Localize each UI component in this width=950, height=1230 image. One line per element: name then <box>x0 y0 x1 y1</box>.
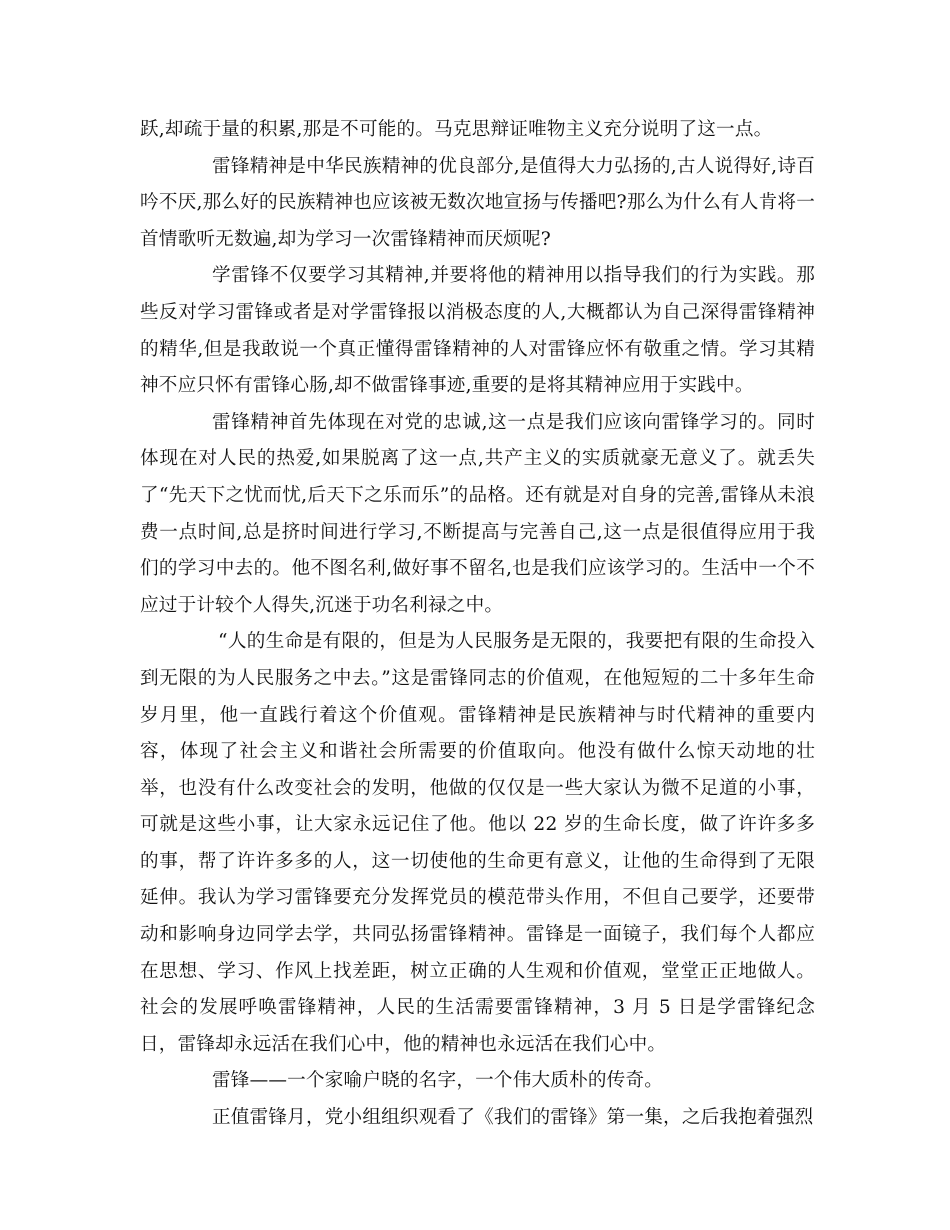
paragraph-4: 雷锋精神首先体现在对党的忠诚,这一点是我们应该向雷锋学习的。同时体现在对人民的热爱,如果脱离了这一点,共产主义的实质就豪无意义了。就丢失了“先天下之忧而忧,后天下之乐而乐”的品格。还有就是对自身的完善,雷锋从未浪费一点时间,总是挤时间进行学习,不断提高与完善自己,这一点是很值得应用于我们的学习中去的。他不图名利,做好事不留名,也是我们应该学习的。生活中一个不应过于计较个人得失,沉迷于功名利禄之中。 <box>140 411 815 616</box>
paragraph-2: 雷锋精神是中华民族精神的优良部分,是值得大力弘扬的,古人说得好,诗百吟不厌,那么好的民族精神也应该被无数次地宣扬与传播吧?那么为什么有人肯将一首情歌听无数遍,却为学习一次雷锋精神而厌烦呢? <box>140 155 815 250</box>
paragraph-7: 正值雷锋月，党小组组织观看了《我们的雷锋》第一集，之后我抱着强烈 <box>212 1107 814 1129</box>
document-body <box>140 112 815 1137</box>
paragraph-1: 跃,却疏于量的积累,那是不可能的。马克思辩证唯物主义充分说明了这一点。 <box>140 119 773 140</box>
paragraph-6: 雷锋——一个家喻户晓的名字，一个伟大质朴的传奇。 <box>212 1070 664 1092</box>
paragraph-3: 学雷锋不仅要学习其精神,并要将他的精神用以指导我们的行为实践。那些反对学习雷锋或者是对学雷锋报以消极态度的人,大概都认为自己深得雷锋精神的精华,但是我敢说一个真正懂得雷锋精神的人对雷锋应怀有敬重之情。学习其精神不应只怀有雷锋心肠,却不做雷锋事迹,重要的是将其精神应用于实践中。 <box>140 265 815 397</box>
paragraph-5: “人的生命是有限的，但是为人民服务是无限的，我要把有限的生命投入到无限的为人民服务之中去。”这是雷锋同志的价值观，在他短短的二十多年生命岁月里，他一直践行着这个价值观。雷锋精神是民族精神与时代精神的重要内容，体现了社会主义和谐社会所需要的价值取向。他没有做什么惊天动地的壮举，也没有什么改变社会的发明，他做的仅仅是一些大家认为微不足道的小事，可就是这些小事，让大家永远记住了他。他以 22 岁的生命长度，做了许许多多的事，帮了许许多多的人，这一切使他的生命更有意义，让他的生命得到了无限延伸。我认为学习雷锋要充分发挥党员的模范带头作用，不但自己要学，还要带动和影响身边同学去学，共同弘扬雷锋精神。雷锋是一面镜子，我们每个人都应在思想、学习、作风上找差距，树立正确的人生观和价值观，堂堂正正地做人。社会的发展呼唤雷锋精神，人民的生活需要雷锋精神，3 月 5 日是学雷锋纪念日，雷锋却永远活在我们心中，他的精神也永远活在我们心中。 <box>140 631 815 1055</box>
